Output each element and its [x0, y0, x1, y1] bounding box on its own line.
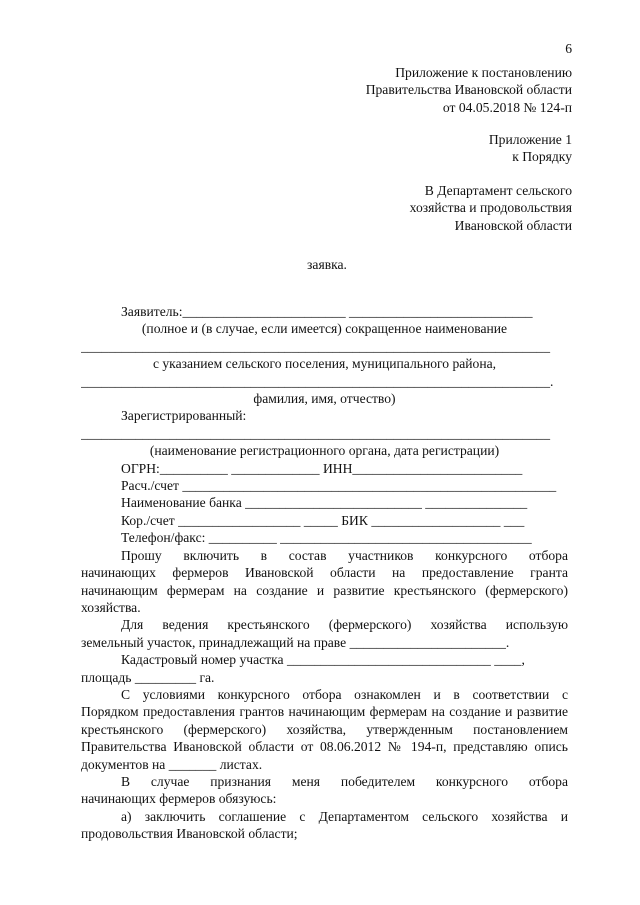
request-paragraph-rest: начинающих фермеров Ивановской области на предоставление гранта начинающим фермерам на создание и развитие крестьянского (фермерского) хозяйства. [81, 565, 568, 615]
order-annex-block [489, 131, 572, 166]
blank-line: _____________________________________________________________________ [81, 338, 550, 354]
annex-line: Приложение к постановлению [395, 65, 572, 80]
area-field: площадь _________ га. [81, 669, 215, 685]
fio-hint: фамилия, имя, отчество) [253, 391, 396, 407]
phone-fax-field: Телефон/факс: __________ _____________________________________ [121, 530, 532, 546]
land-paragraph-rest: земельный участок, принадлежащий на праве _______________________. [81, 634, 510, 650]
request-paragraph-first-line: Прошу включить в состав участников конкурсного отбора [121, 547, 568, 563]
application-form [81, 303, 568, 843]
document-title: заявка. [307, 257, 347, 272]
obligation-item-a-first-line: а) заключить соглашение с Департаментом сельского хозяйства и [121, 808, 568, 824]
registration-hint: (наименование регистрационного органа, дата регистрации) [149, 443, 500, 459]
conditions-paragraph-rest: Порядком предоставления грантов начинающим фермерам на создание и развитие крестьянского (фермерского) хозяйства, утвержденным постановлением Правительства Ивановской области от 08.06.2012 № 194-п, представляю опись документов на _______ листах. [81, 704, 568, 772]
blank-line: _____________________________________________________________________. [81, 373, 554, 389]
registered-label: Зарегистрированный: [121, 408, 247, 424]
annex-line: Правительства Ивановской области [365, 82, 572, 98]
addressee-line: В Департамент сельского [424, 183, 572, 198]
order-line: к Порядку [512, 149, 572, 165]
page-number: 6 [565, 41, 572, 56]
resolution-annex-block [366, 64, 572, 116]
corr-account-bik-field: Кор./счет __________________ _____ БИК ___________________ ___ [121, 512, 525, 528]
winner-paragraph-rest: начинающих фермеров обязуюсь: [81, 791, 277, 807]
conditions-paragraph-first-line: С условиями конкурсного отбора ознакомлен и в соответствии с [121, 686, 568, 702]
settlement-hint: с указанием сельского поселения, муниципального района, [152, 356, 497, 372]
order-line: Приложение 1 [488, 132, 572, 147]
annex-line: от 04.05.2018 № 124-п [442, 99, 572, 115]
land-paragraph-first-line: Для ведения крестьянского (фермерского) хозяйства использую [121, 617, 568, 633]
applicant-field: Заявитель:________________________ ___________________________ [121, 304, 533, 319]
addressee-line: хозяйства и продовольствия [409, 200, 572, 216]
obligation-item-a-rest: продовольствия Ивановской области; [81, 826, 298, 842]
winner-paragraph-first-line: В случае признания меня победителем конкурсного отбора [121, 773, 568, 789]
addressee-line: Ивановской области [454, 217, 572, 233]
ogrn-inn-field: ОГРН:__________ _____________ ИНН_________________________ [121, 460, 523, 476]
bank-name-field: Наименование банка __________________________ _______________ [121, 495, 528, 511]
account-field: Расч./счет _______________________________________________________ [121, 478, 557, 494]
addressee-block [410, 182, 572, 234]
cadastral-field: Кадастровый номер участка ______________________________ ____, [121, 652, 525, 668]
blank-line: _____________________________________________________________________ [81, 425, 550, 441]
applicant-hint: (полное и (в случае, если имеется) сокращенное наименование [141, 321, 508, 337]
